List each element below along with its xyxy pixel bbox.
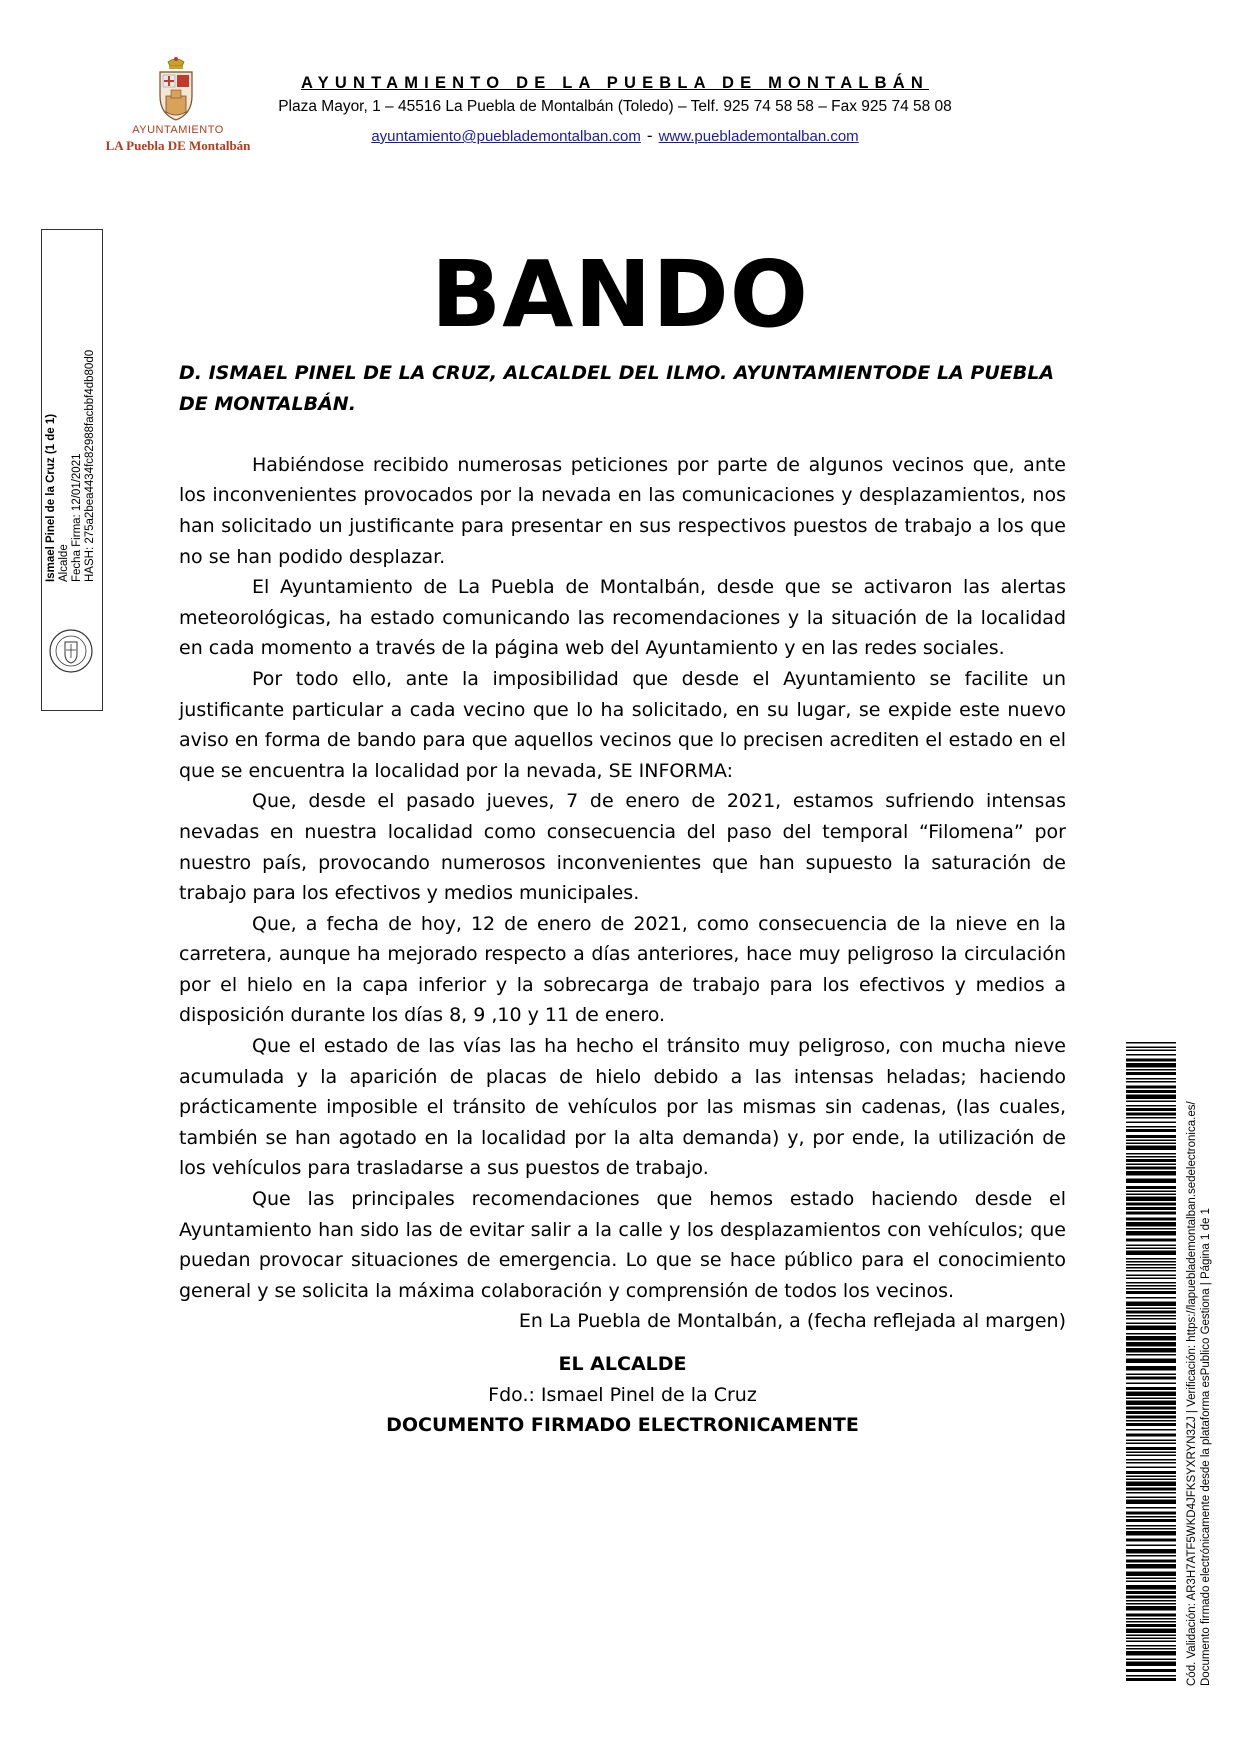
barcode-bar [1126, 1122, 1176, 1124]
barcode-bar [1126, 1140, 1176, 1142]
barcode-bar [1126, 1516, 1176, 1518]
barcode-bar [1126, 1278, 1176, 1280]
barcode-bar [1126, 1179, 1176, 1184]
barcode-bar [1126, 1641, 1176, 1643]
barcode-bar [1126, 1239, 1176, 1242]
municipal-logo [100, 56, 256, 152]
barcode-bar [1126, 1164, 1176, 1166]
barcode-bar [1126, 1297, 1176, 1299]
barcode-bar [1126, 1212, 1176, 1215]
signer-name: Ismael Pinel de la Cruz (1 de 1) [45, 413, 57, 582]
barcode-bar [1126, 1270, 1176, 1272]
barcode-bar [1126, 1086, 1176, 1089]
letterhead-address: Plaza Mayor, 1 – 45516 La Puebla de Montalbán (Toledo) – Telf. 925 74 58 58 – Fax 925 74 58 08 [278, 98, 952, 115]
barcode-bar [1126, 1678, 1176, 1681]
barcode-bar [1126, 1261, 1176, 1263]
barcode-bar [1126, 1645, 1176, 1647]
barcode-bar [1126, 1600, 1176, 1602]
paragraph: Que las principales recomendaciones que hemos estado haciendo desde el Ayuntamiento han sido las de evitar salir a la calle y los desplazamientos con vehículos; que puedan provocar situaciones de emergencia. Lo que se hace público para el conocimiento general y se solicita la máxima colaboración y comprensión de todos los vecinos. [179, 1188, 1066, 1302]
issuer-line: D. ISMAEL PINEL DE LA CRUZ, ALCALDEL DEL ILMO. AYUNTAMIENTODE LA PUEBLA DE MONTALBÁN. [179, 362, 1055, 415]
barcode-bar [1126, 1392, 1176, 1397]
barcode-bar [1126, 1291, 1176, 1294]
barcode-bar [1126, 1191, 1176, 1193]
barcode-bar [1126, 1564, 1176, 1569]
barcode-bar [1126, 1662, 1176, 1667]
barcode-bar [1126, 1203, 1176, 1206]
barcode-bar [1126, 1207, 1176, 1210]
paragraph: Habiéndose recibido numerosas peticiones por parte de algunos vecinos que, ante los inconvenientes provocados por la nevada en las comunicaciones y desplazamientos, nos han solicitado un justificante para presentar en sus respectivos puestos de trabajo a los que no se han podido desplazar. [179, 453, 1066, 568]
paragraph: Que, desde el pasado jueves, 7 de enero de 2021, estamos sufriendo intensas nevadas en nuestra localidad como consecuencia del paso del temporal “Filomena” por nuestro país, provocando numerosos inconvenientes que han supuesto la saturación de trabajo para los efectivos y medios municipales. [179, 790, 1066, 905]
barcode-bar [1126, 1311, 1176, 1314]
barcode-bar [1126, 1153, 1176, 1155]
barcode-bar [1126, 1618, 1176, 1620]
barcode-bar [1126, 1129, 1176, 1132]
barcode-bar [1126, 1323, 1176, 1325]
barcode-bar [1126, 1512, 1176, 1515]
barcode-bar [1126, 1059, 1176, 1062]
barcode-bar [1126, 1348, 1176, 1353]
barcode-bar [1126, 1105, 1176, 1107]
barcode-bar [1126, 1326, 1176, 1331]
barcode-bar [1126, 1675, 1176, 1677]
barcode-bar [1126, 1101, 1176, 1103]
barcode-bar [1126, 1095, 1176, 1100]
barcode-bar [1126, 1258, 1176, 1260]
signature-name: Fdo.: Ismael Pinel de la Cruz [488, 1383, 757, 1406]
barcode-bar [1126, 1081, 1176, 1083]
barcode-bar [1126, 1434, 1176, 1437]
barcode-bar [1126, 1231, 1176, 1236]
barcode-bar [1126, 1539, 1176, 1542]
barcode-bar [1126, 1411, 1176, 1414]
barcode-bar [1126, 1471, 1176, 1474]
logo-caption-bottom: LA Puebla DE Montalbán [105, 138, 251, 153]
barcode-bar [1126, 1635, 1176, 1637]
document-title: BANDO [431, 241, 809, 348]
barcode-bar [1126, 1497, 1176, 1499]
barcode-bar [1126, 1549, 1176, 1554]
signature-hash: HASH: 275a2bea4434fc82988facbbf4db80d0 [84, 349, 96, 582]
signature-note: DOCUMENTO FIRMADO ELECTRONICAMENTE [386, 1414, 859, 1437]
barcode-bar [1126, 1218, 1176, 1221]
barcode-bar [1126, 1377, 1176, 1380]
barcode-bar [1126, 1078, 1176, 1080]
barcode-bar [1126, 1440, 1176, 1442]
barcode-bar [1126, 1455, 1176, 1457]
barcode-bar [1126, 1398, 1176, 1400]
barcode-bar [1126, 1476, 1176, 1478]
barcode-bar [1126, 1459, 1176, 1461]
barcode-bar [1126, 1135, 1176, 1138]
barcode-bar [1126, 1500, 1176, 1505]
barcode-bar [1126, 1222, 1176, 1227]
email-link[interactable]: ayuntamiento@pueblademontalban.com [371, 128, 641, 145]
barcode-bar [1126, 1146, 1176, 1151]
barcode-bar [1126, 1603, 1176, 1605]
barcode-bar [1126, 1488, 1176, 1491]
barcode-bar [1126, 1288, 1176, 1290]
barcode-bar [1126, 1447, 1176, 1450]
barcode-bar [1126, 1452, 1176, 1454]
barcode-bar [1126, 1545, 1176, 1547]
barcode-bar [1126, 1420, 1176, 1422]
barcode-bar [1126, 1596, 1176, 1599]
letterhead-links [240, 126, 990, 146]
barcode-bar [1126, 1264, 1176, 1266]
barcode-bar [1126, 1629, 1176, 1634]
letterhead-title: AYUNTAMIENTO DE LA PUEBLA DE MONTALBÁN [301, 74, 929, 92]
barcode-bar [1126, 1581, 1176, 1583]
barcode-bar [1126, 1117, 1176, 1119]
logo-caption-top: AYUNTAMIENTO [132, 124, 224, 136]
barcode-bar [1126, 1614, 1176, 1617]
barcode-bar [1126, 1194, 1176, 1196]
barcode-bar [1126, 1197, 1176, 1202]
barcode-bar [1126, 1308, 1176, 1310]
barcode-bar [1126, 1063, 1176, 1068]
links-separator: - [646, 126, 653, 145]
date-line: En La Puebla de Montalbán, a (fecha reflejada al margen) [518, 1310, 1066, 1333]
barcode-bar [1126, 1624, 1176, 1627]
barcode-bar [1126, 1416, 1176, 1419]
barcode-bar [1126, 1342, 1176, 1347]
barcode-bar [1126, 1383, 1176, 1385]
barcode-bar [1126, 1401, 1176, 1406]
barcode-bar [1126, 1171, 1176, 1176]
barcode-bar [1126, 1528, 1176, 1530]
barcode-bar [1126, 1669, 1176, 1672]
barcode-bar [1126, 1387, 1176, 1390]
barcode-bar [1126, 1251, 1176, 1256]
verification-code-line: Cód. Validación: AR3H7ATF5WKD4JFKSYXRYN3ZJ | Verificación: https://lapueblademontalban.sedelectronica.es/ [1186, 1101, 1198, 1686]
website-link[interactable]: www.pueblademontalban.com [658, 128, 859, 145]
barcode-bar [1126, 1354, 1176, 1356]
barcode-bar [1126, 1492, 1176, 1494]
signature-title: EL ALCALDE [558, 1353, 687, 1375]
barcode-bar [1126, 1285, 1176, 1287]
barcode-bar [1126, 1054, 1176, 1056]
signer-role: Alcalde [58, 544, 70, 582]
barcode-bar [1126, 1651, 1176, 1656]
barcode-bar [1126, 1042, 1176, 1044]
barcode-bar [1126, 1333, 1176, 1335]
barcode-bar [1126, 1126, 1176, 1128]
barcode-bar [1126, 1072, 1176, 1075]
barcode-bar [1126, 1479, 1176, 1481]
barcode-bar [1126, 1143, 1176, 1145]
barcode-bar [1126, 1267, 1176, 1269]
barcode-bar [1126, 1606, 1176, 1611]
barcode-bar [1126, 1315, 1176, 1317]
barcode-bar [1126, 1156, 1176, 1158]
paragraph: El Ayuntamiento de La Puebla de Montalbán, desde que se activaron las alertas meteorológicas, ha estado comunicando las recomendaciones y la situación de la localidad en cada momento a través de la página web del Ayuntamiento y en las redes sociales. [179, 576, 1066, 660]
barcode-bar [1126, 1359, 1176, 1364]
verification-platform-line: Documento firmado electrónicamente desde la plataforma esPublico Gestiona | Página 1 de 1 [1200, 1208, 1212, 1686]
barcode-bar [1126, 1555, 1176, 1557]
barcode-bar [1126, 1245, 1176, 1247]
barcode-bar [1126, 1275, 1176, 1277]
barcode-bar [1126, 1585, 1176, 1590]
barcode-bar [1126, 1560, 1176, 1563]
paragraph: Que, a fecha de hoy, 12 de enero de 2021, como consecuencia de la nieve en la carretera, aunque ha mejorado respecto a días anteriores, hace muy peligroso la circulación por el hielo en la capa inferior y la sobrecarga de trabajo para los efectivos y medios a disposición durante los días 8, 9 ,10 y 11 de enero. [179, 912, 1066, 1027]
barcode-bar [1126, 1482, 1176, 1487]
barcode-bar [1126, 1531, 1176, 1536]
signature-date: Fecha Firma: 12/01/2021 [71, 453, 83, 582]
barcode-bar [1126, 1167, 1176, 1170]
barcode-bar [1126, 1638, 1176, 1640]
barcode-bar [1126, 1443, 1176, 1445]
barcode-bar [1126, 1108, 1176, 1111]
barcode-bar [1126, 1462, 1176, 1464]
paragraph: Por todo ello, ante la imposibilidad que desde el Ayuntamiento se facilite un justificante particular a cada vecino que lo ha solicitado, en su lugar, se expide este nuevo aviso en forma de bando para que aquellos vecinos que lo precisen acrediten el estado en el que se encuentra la localidad por la nevada, SE INFORMA: [179, 667, 1066, 782]
barcode-bar [1126, 1336, 1176, 1341]
barcode-bar [1126, 1113, 1176, 1116]
barcode-bar [1126, 1429, 1176, 1431]
barcode-bar [1126, 1047, 1176, 1049]
verification-text [1185, 986, 1213, 1686]
barcode-bar [1126, 1507, 1176, 1509]
barcode-bar [1126, 1572, 1176, 1577]
barcode-bar [1126, 1159, 1176, 1162]
barcode-bar [1126, 1282, 1176, 1284]
document-body [179, 358, 1066, 1441]
barcode-bar [1126, 1228, 1176, 1230]
barcode-bar [1126, 1090, 1176, 1093]
barcode-bar [1126, 1659, 1176, 1661]
barcode-bar [1126, 1467, 1176, 1469]
validation-barcode [1126, 1042, 1176, 1685]
barcode-bar [1126, 1186, 1176, 1189]
barcode-bar [1126, 1578, 1176, 1580]
barcode-bar [1126, 1423, 1176, 1426]
barcode-bar [1126, 1050, 1176, 1052]
barcode-bar [1126, 1525, 1176, 1527]
barcode-bar [1126, 1318, 1176, 1320]
barcode-bar [1126, 1519, 1176, 1522]
barcode-bar [1126, 1248, 1176, 1250]
barcode-bar [1126, 1302, 1176, 1307]
paragraph: Que el estado de las vías las ha hecho el tránsito muy peligroso, con mucha nieve acumulada y la aparición de placas de hielo debido a las intensas heladas; haciendo prácticamente imposible el tránsito de vehículos por las mismas sin cadenas, (las cuales, también se han agotado en la localidad por la alta demanda) y, por ende, la utilización de los vehículos para trasladarse a sus puestos de trabajo. [179, 1035, 1066, 1180]
barcode-bar [1126, 1069, 1176, 1071]
barcode-bar [1126, 1407, 1176, 1410]
barcode-bar [1126, 1648, 1176, 1650]
barcode-bar [1126, 1366, 1176, 1371]
barcode-bar [1126, 1374, 1176, 1376]
barcode-bar [1126, 1591, 1176, 1594]
coat-of-arms-icon [154, 56, 198, 122]
barcode-bar [1126, 1621, 1176, 1623]
official-seal-icon [48, 628, 94, 674]
